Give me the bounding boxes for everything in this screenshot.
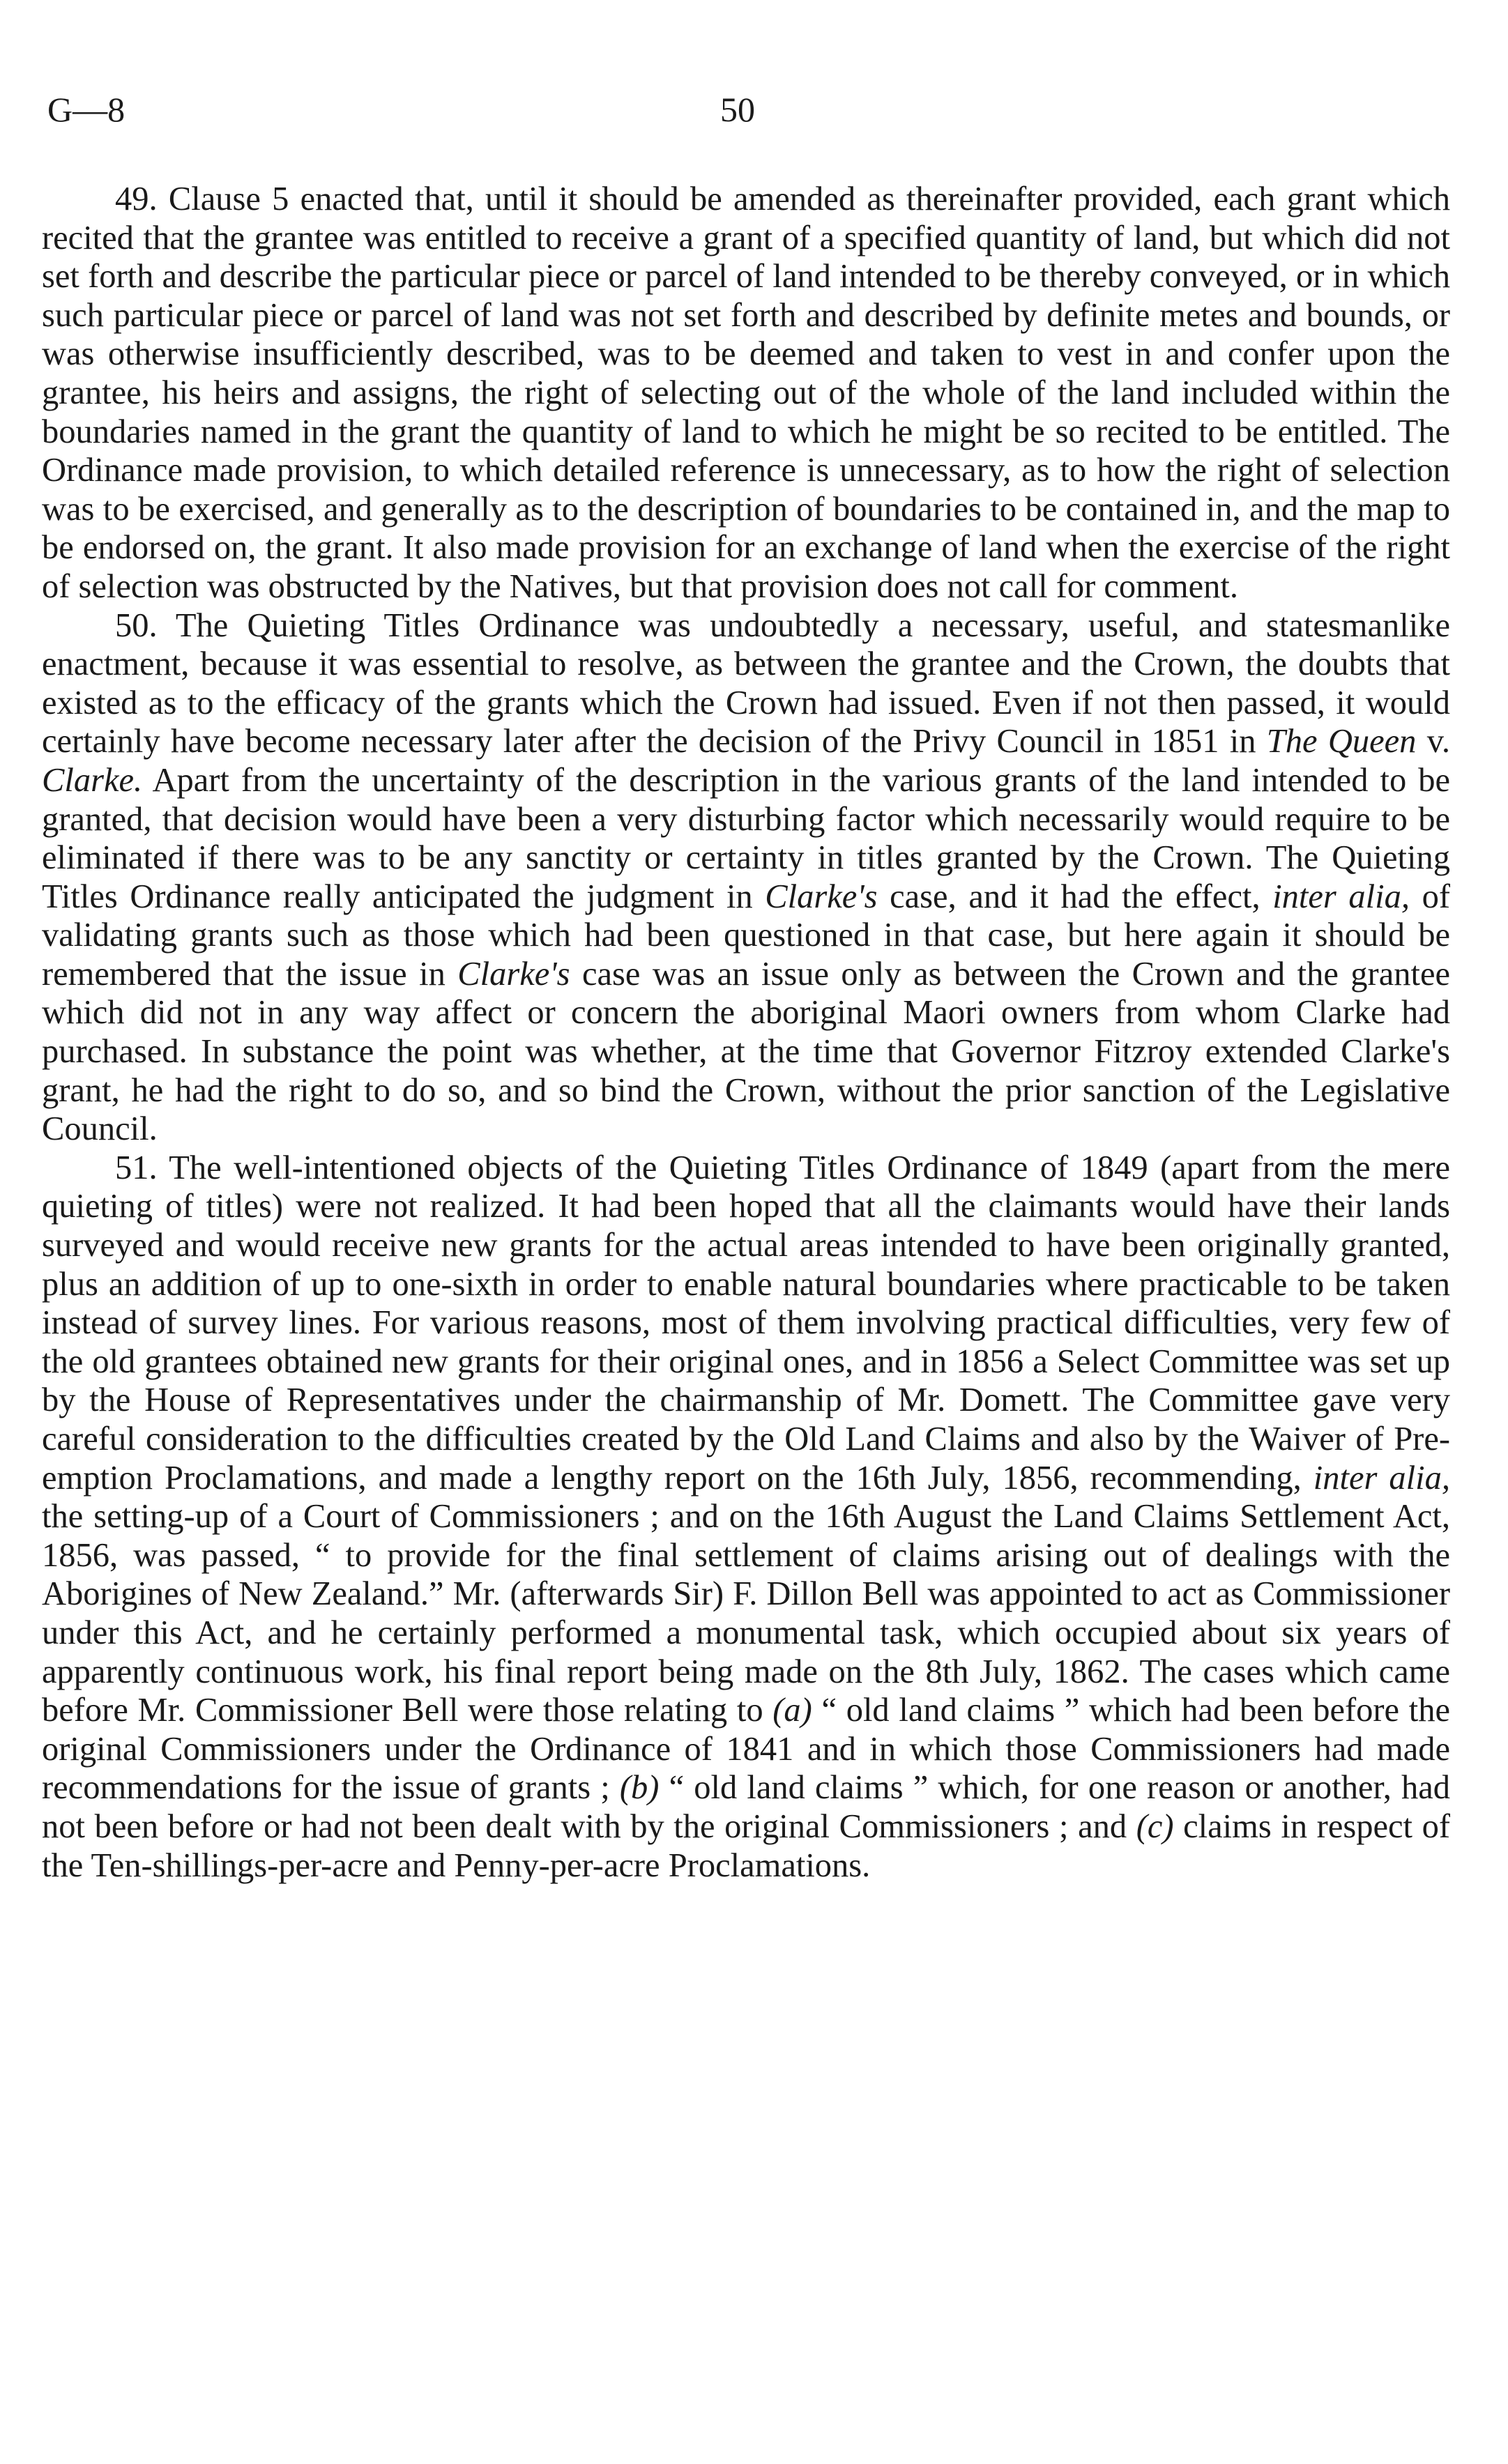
paragraph-51 <box>42 1149 1450 1885</box>
latin-phrase-italic: inter alia, <box>1313 1459 1450 1497</box>
paragraph-text: Apart from the uncertainty of the description in the various grants of the land intended to be granted, that decision would have been a very disturbing factor which necessarily would require to be eliminated if there was to be any sanctity or certainty in titles granted by the Crown. The Quieting Titles Ordinance really anticipated the judgment in <box>42 761 1450 915</box>
paragraph-49 <box>42 180 1450 606</box>
list-marker-c: (c) <box>1136 1807 1174 1845</box>
case-name-italic: The Queen <box>1266 723 1417 760</box>
case-reference-italic: Clarke's <box>457 955 570 993</box>
paragraph-text: the setting-up of a Court of Commissioners ; and on the 16th August the Land Claims Settlement Act, 1856, was passed, “ to provide for the final settlement of claims arising out of dealings with the Aborigines of New Zealand.” Mr. (afterwards Sir) F. Dillon Bell was appointed to act as Commissioner under this Act, and he certainly performed a monumental task, which occupied about six years of apparently continuous work, his final report being made on the 8th July, 1862. The cases which came before Mr. Commissioner Bell were those relating to <box>42 1498 1450 1729</box>
body-text <box>42 180 1450 1885</box>
latin-phrase-italic: inter alia, <box>1272 878 1410 915</box>
paragraph-text: The well-intentioned objects of the Quieting Titles Ordinance of 1849 (apart from the mere quieting of titles) were not realized. It had been hoped that all the claimants would have their lands surveyed and would receive new grants for the actual areas intended to have been originally granted, plus an addition of up to one-sixth in order to enable natural boundaries where practicable to be taken instead of survey lines. For various reasons, most of them involving practical difficulties, very few of the old grantees obtained new grants for their original ones, and in 1856 a Select Committee was set up by the House of Representatives under the chairmanship of Mr. Domett. The Committee gave very careful consideration to the difficulties created by the Old Land Claims and also by the Waiver of Pre-emption Proclamations, and made a lengthy report on the 16th July, 1856, recommending, <box>42 1149 1450 1497</box>
list-marker-b: (b) <box>619 1769 660 1807</box>
paragraph-text: “ old land claims ” which, for one reason or another, had not been before or had not been dealt with by the original Commissioners ; and <box>42 1769 1450 1845</box>
case-party-italic: Clarke. <box>42 761 143 799</box>
paragraph-text: case was an issue only as between the Crown and the grantee which did not in any way affect or concern the aboriginal Maori owners from whom Clarke had purchased. In substance the point was whether, at the time that Governor Fitzroy extended Clarke's grant, he had the right to do so, and so bind the Crown, without the prior sanction of the Legislative Council. <box>42 955 1451 1148</box>
paragraph-text: case, and it had the effect, <box>877 878 1273 915</box>
page-number: 50 <box>720 90 755 129</box>
paragraph-text: of validating grants such as those which had been questioned in that case, but here again it should be remembered that the issue in <box>42 878 1450 993</box>
paragraph-number: 49. <box>115 181 158 217</box>
paragraph-text: claims in respect of the Ten-shillings-per-acre and Penny-per-acre Proclamations. <box>42 1807 1450 1884</box>
paragraph-50 <box>42 606 1450 1149</box>
paragraph-text: v. <box>1416 723 1450 760</box>
paragraph-text: The Quieting Titles Ordinance was undoubtedly a necessary, useful, and statesmanlike enactment, because it was essential to resolve, as between the grantee and the Crown, the doubts that existed as to the efficacy of the grants which the Crown had issued. Even if not then passed, it would certainly have become necessary later after the decision of the Privy Council in 1851 in <box>42 606 1451 760</box>
paragraph-text: “ old land claims ” which had been before the original Commissioners under the Ordinance of 1841 and in which those Commissioners had made recommendations for the issue of grants ; <box>42 1692 1450 1807</box>
list-marker-a: (a) <box>772 1692 812 1729</box>
paragraph-number: 51. <box>115 1149 158 1186</box>
page-header <box>47 89 1463 145</box>
case-reference-italic: Clarke's <box>765 878 878 915</box>
paragraph-number: 50. <box>115 606 158 644</box>
paragraph-text: Clause 5 enacted that, until it should be amended as thereinafter provided, each grant which recited that the grantee was entitled to receive a grant of a specified quantity of land, but which did not set forth and describe the particular piece or parcel of land intended to be thereby conveyed, or in which such particular piece or parcel of land was not set forth and described by definite metes and bounds, or was otherwise insufficiently described, was to be deemed and taken to vest in and confer upon the grantee, his heirs and assigns, the right of selecting out of the whole of the land included within the boundaries named in the grant the quantity of land to which he might be so recited to be entitled. The Ordinance made provision, to which detailed reference is unnecessary, as to how the right of selection was to be exercised, and generally as to the description of boundaries to be contained in, and the map to be endorsed on, the grant. It also made provision for an exchange of land when the exercise of the right of selection was obstructed by the Natives, but that provision does not call for comment. <box>42 181 1450 605</box>
document-reference: G—8 <box>47 90 125 129</box>
